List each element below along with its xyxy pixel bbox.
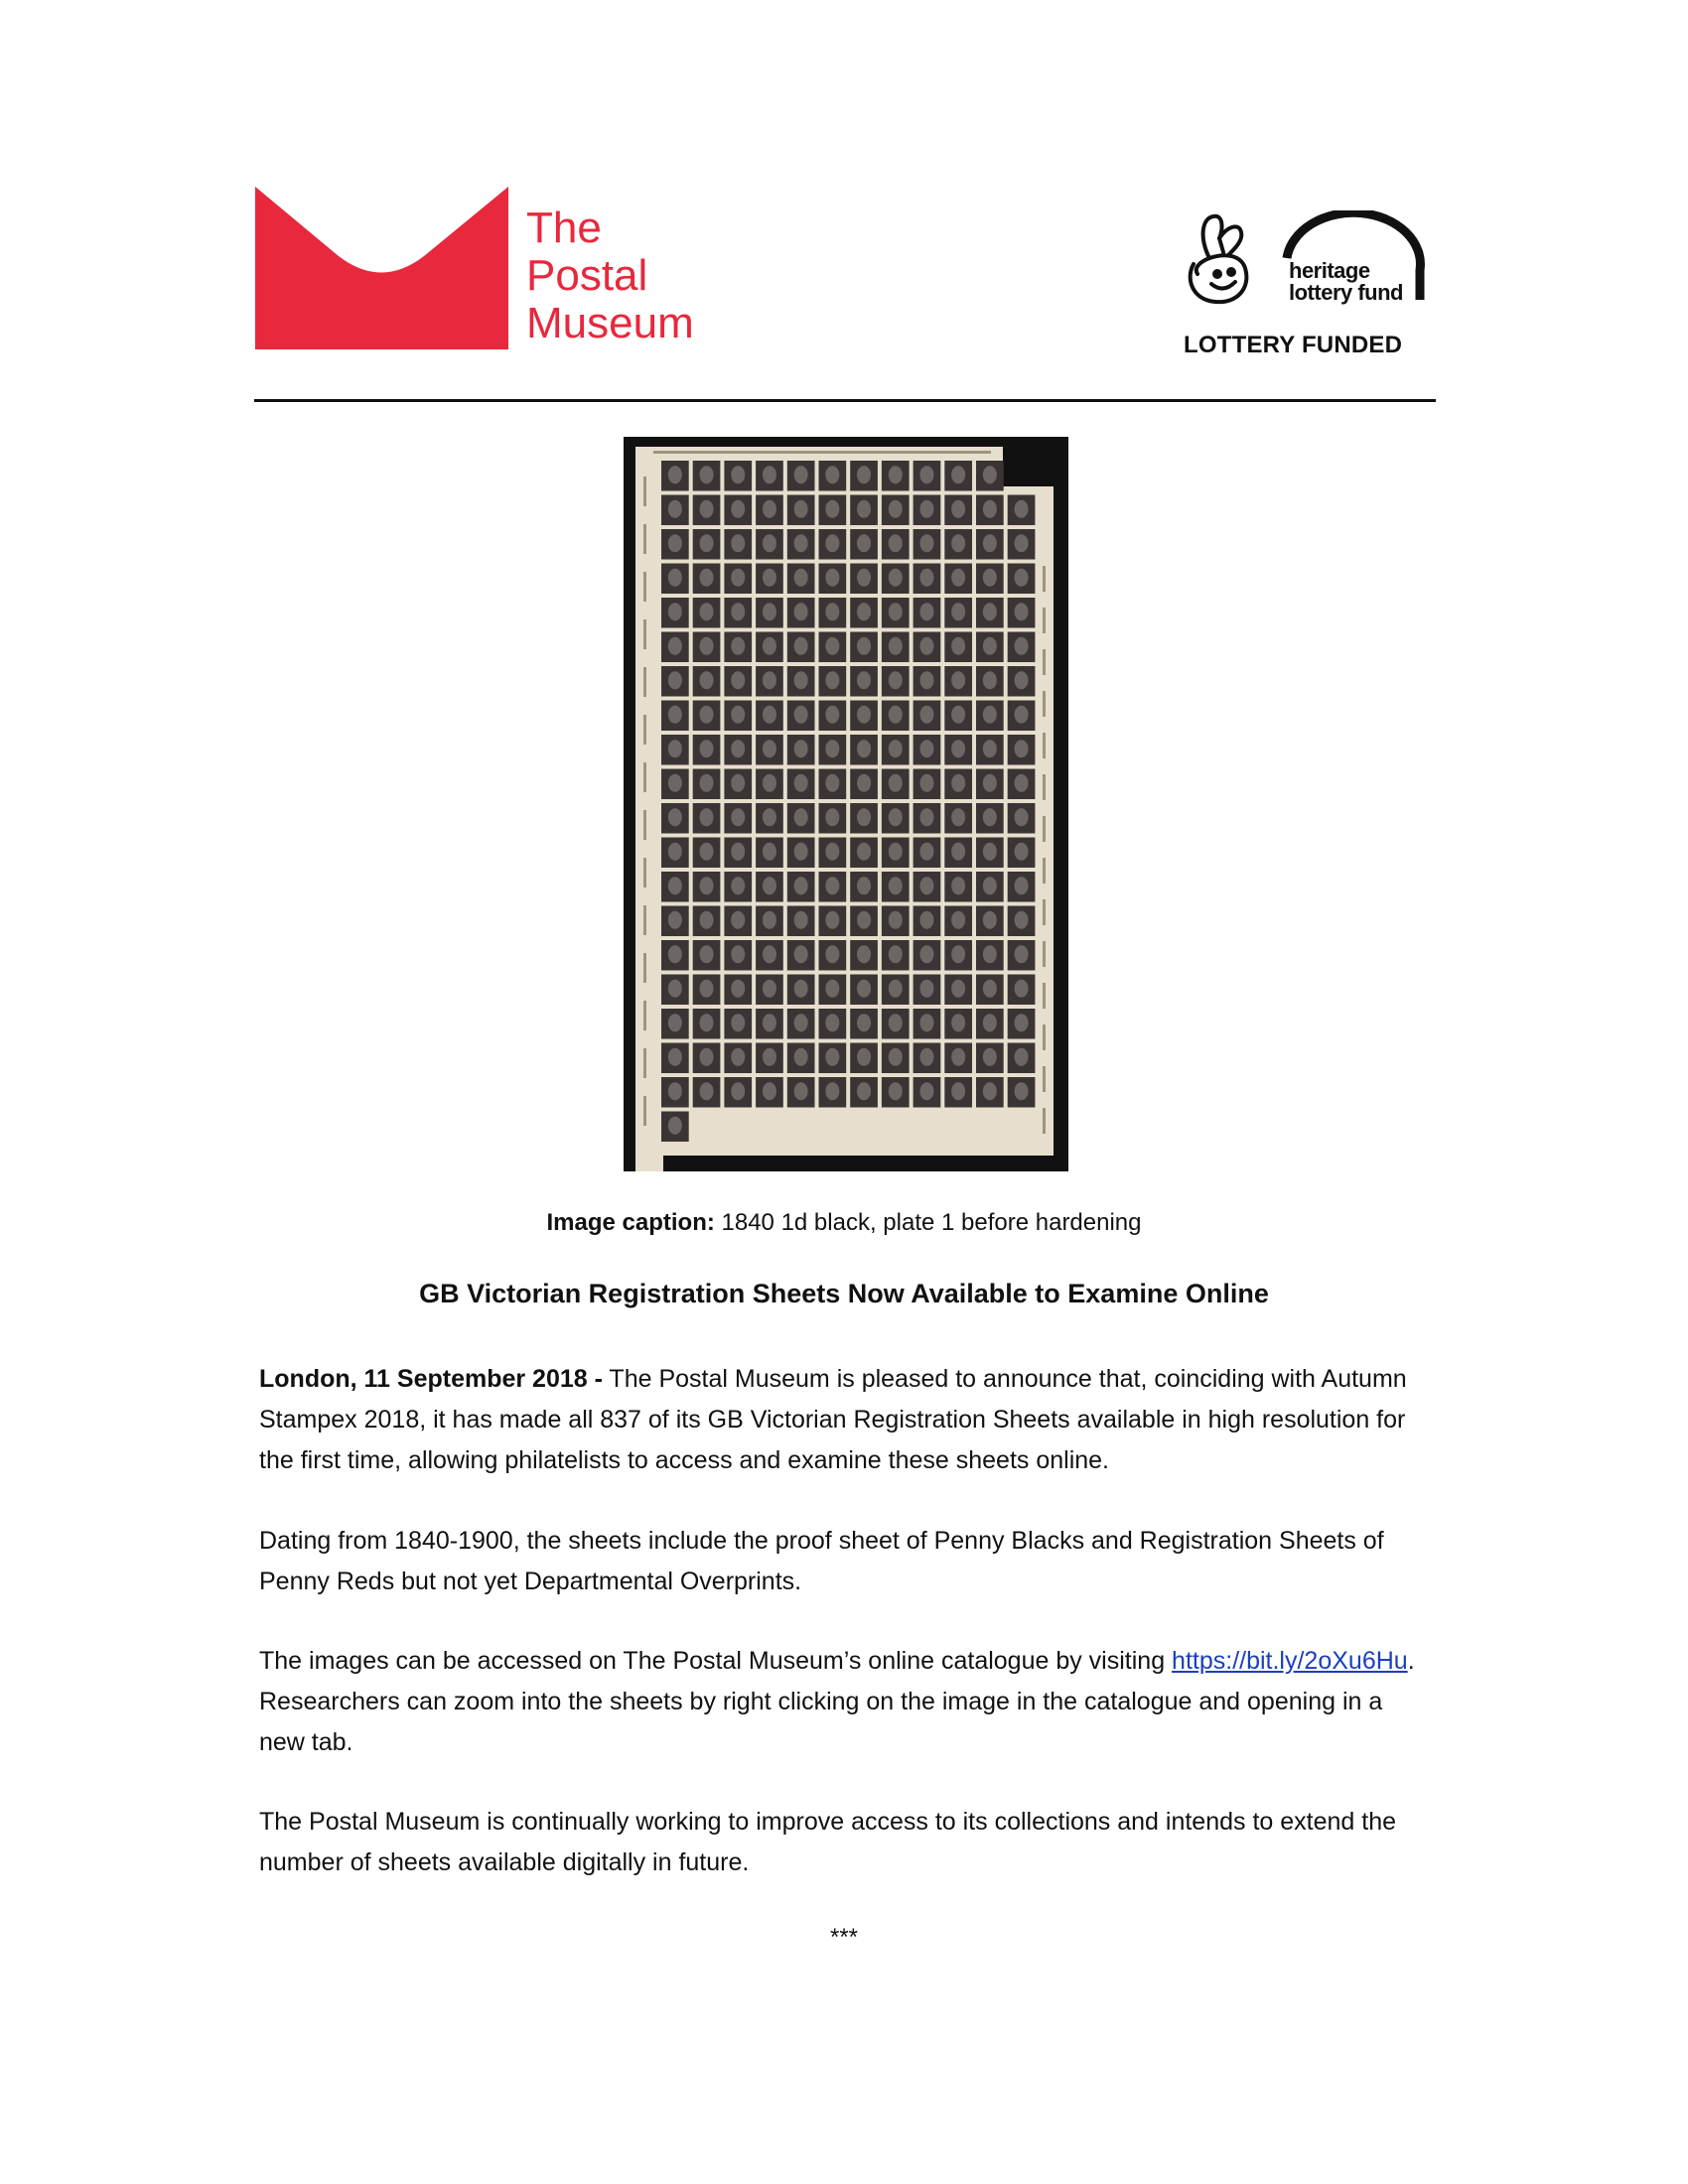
stamp-portrait xyxy=(763,500,776,518)
margin-inscription xyxy=(643,953,646,983)
stamp-portrait xyxy=(668,877,682,894)
stamp-portrait xyxy=(919,637,933,655)
stamp-portrait xyxy=(983,466,997,483)
stamp-portrait xyxy=(919,1014,933,1031)
stamp-portrait xyxy=(794,466,808,483)
stamp-portrait xyxy=(668,843,682,861)
stamp-portrait xyxy=(763,1014,776,1031)
paragraph-future: The Postal Museum is continually working to improve access to its collections and intends to extend the number of sheets available digitally in future. xyxy=(259,1808,1397,1876)
stamp-portrait xyxy=(951,1048,965,1066)
crossed-fingers-icon xyxy=(1180,208,1259,312)
stamp-portrait xyxy=(983,603,997,620)
stamp-portrait xyxy=(700,534,714,552)
end-separator: *** xyxy=(829,1924,859,1951)
stamp-portrait xyxy=(857,980,871,998)
stamp-portrait xyxy=(700,980,714,998)
stamp-portrait xyxy=(1015,911,1029,929)
stamp-portrait xyxy=(983,500,997,518)
access-text-post: . Researchers can zoom into the sheets by right clicking on the image in the catalogue and opening in a new tab. xyxy=(259,1647,1415,1756)
logo-line-museum: Museum xyxy=(526,299,694,347)
stamp-portrait xyxy=(731,774,745,792)
stamp-portrait xyxy=(1015,671,1029,689)
stamp-portrait xyxy=(919,843,933,861)
press-release-headline: GB Victorian Registration Sheets Now Available to Examine Online xyxy=(419,1279,1269,1308)
stamp-portrait xyxy=(794,945,808,963)
stamp-portrait xyxy=(857,774,871,792)
stamp-portrait xyxy=(763,603,776,620)
stamp-portrait xyxy=(731,671,745,689)
stamp-portrait xyxy=(763,671,776,689)
stamp-portrait xyxy=(794,808,808,826)
stamp-portrait xyxy=(1015,774,1029,792)
dateline: London, 11 September 2018 - xyxy=(259,1365,603,1393)
stamp-portrait xyxy=(1015,877,1029,894)
stamp-portrait xyxy=(889,706,903,724)
image-caption xyxy=(0,1209,1688,1237)
stamp-portrait xyxy=(731,637,745,655)
stamp-portrait xyxy=(700,774,714,792)
stamp-portrait xyxy=(731,740,745,757)
stamp-portrait xyxy=(763,1082,776,1100)
stamp-portrait xyxy=(794,603,808,620)
stamp-portrait xyxy=(668,774,682,792)
stamp-portrait xyxy=(825,945,839,963)
stamp-portrait xyxy=(825,569,839,587)
stamp-portrait xyxy=(889,843,903,861)
top-inscription xyxy=(653,451,991,454)
stamp-portrait xyxy=(700,877,714,894)
stamp-portrait xyxy=(951,877,965,894)
stamp-portrait xyxy=(983,945,997,963)
stamp-portrait xyxy=(668,980,682,998)
stamp-portrait xyxy=(825,774,839,792)
margin-inscription xyxy=(643,1048,646,1078)
stamp-portrait xyxy=(825,740,839,757)
stamp-portrait xyxy=(668,1048,682,1066)
stamp-portrait xyxy=(825,637,839,655)
stamp-portrait xyxy=(825,1048,839,1066)
stamp-portrait xyxy=(857,945,871,963)
stamp-portrait xyxy=(889,1014,903,1031)
margin-inscription xyxy=(643,762,646,792)
stamp-portrait xyxy=(1015,500,1029,518)
stamp-portrait xyxy=(763,877,776,894)
stamp-portrait xyxy=(763,569,776,587)
lottery-fund-text: lottery fund xyxy=(1289,280,1403,305)
stamp-portrait xyxy=(983,569,997,587)
stamp-portrait xyxy=(794,569,808,587)
stamp-portrait xyxy=(919,1082,933,1100)
stamp-portrait xyxy=(951,637,965,655)
paragraph-access xyxy=(259,1641,1431,1763)
logo-line-the: The xyxy=(526,204,602,252)
stamp-portrait xyxy=(668,466,682,483)
stamp-portrait xyxy=(919,671,933,689)
caption-text: 1840 1d black, plate 1 before hardening xyxy=(714,1209,1142,1236)
stamp-portrait xyxy=(919,911,933,929)
stamp-portrait xyxy=(983,740,997,757)
stamp-portrait xyxy=(951,1014,965,1031)
stamp-portrait xyxy=(700,706,714,724)
stamp-portrait xyxy=(763,637,776,655)
stamp-portrait xyxy=(983,706,997,724)
stamp-portrait xyxy=(983,774,997,792)
margin-inscription xyxy=(643,667,646,697)
stamp-portrait xyxy=(763,774,776,792)
stamp-portrait xyxy=(919,877,933,894)
stamp-portrait xyxy=(889,500,903,518)
stamp-portrait xyxy=(983,911,997,929)
stamp-portrait xyxy=(857,808,871,826)
stamp-portrait xyxy=(794,877,808,894)
stamp-portrait xyxy=(825,1082,839,1100)
stamp-portrait xyxy=(919,945,933,963)
margin-inscription xyxy=(643,858,646,887)
stamp-portrait xyxy=(825,500,839,518)
stamp-portrait xyxy=(1015,637,1029,655)
stamp-portrait xyxy=(857,740,871,757)
stamp-portrait xyxy=(825,843,839,861)
caption-label: Image caption: xyxy=(546,1209,715,1236)
stamp-portrait xyxy=(951,808,965,826)
stamp-portrait xyxy=(794,637,808,655)
stamp-portrait xyxy=(700,569,714,587)
penny-black-sheet-image xyxy=(624,437,1068,1171)
heritage-text: heritage xyxy=(1289,258,1370,283)
stamp-portrait xyxy=(731,466,745,483)
stamp-portrait xyxy=(983,671,997,689)
margin-inscription xyxy=(1043,899,1046,925)
stamp-portrait xyxy=(983,843,997,861)
stamp-portrait xyxy=(731,911,745,929)
stamp-portrait xyxy=(763,945,776,963)
stamp-portrait xyxy=(668,808,682,826)
header-divider xyxy=(254,399,1436,402)
stamp-portrait xyxy=(857,466,871,483)
stamp-portrait xyxy=(794,671,808,689)
stamp-portrait xyxy=(857,843,871,861)
stamp-portrait xyxy=(763,1048,776,1066)
stamp-portrait xyxy=(700,671,714,689)
stamp-portrait xyxy=(857,911,871,929)
stamp-portrait xyxy=(951,466,965,483)
stamp-portrait xyxy=(919,603,933,620)
stamp-portrait xyxy=(700,843,714,861)
postal-museum-envelope-logo xyxy=(255,187,508,349)
stamp-portrait xyxy=(919,1048,933,1066)
stamp-portrait xyxy=(668,1082,682,1100)
paragraph-dating: Dating from 1840-1900, the sheets include the proof sheet of Penny Blacks and Registration Sheets of Penny Reds but not yet Departmental Overprints. xyxy=(259,1527,1384,1595)
stamp-portrait xyxy=(857,603,871,620)
stamp-portrait xyxy=(919,569,933,587)
stamp-portrait xyxy=(794,706,808,724)
stamp-portrait xyxy=(794,911,808,929)
stamp-portrait xyxy=(857,569,871,587)
stamp-portrait xyxy=(1015,1014,1029,1031)
stamp-portrait xyxy=(857,500,871,518)
stamp-portrait xyxy=(919,774,933,792)
stamp-portrait xyxy=(731,843,745,861)
stamp-portrait xyxy=(857,706,871,724)
stamp-portrait xyxy=(794,740,808,757)
heritage-lottery-wordmark xyxy=(1289,260,1403,304)
stamp-portrait xyxy=(668,569,682,587)
margin-inscription xyxy=(1043,691,1046,717)
stamp-portrait xyxy=(857,671,871,689)
stamp-portrait xyxy=(1015,534,1029,552)
margin-inscription xyxy=(643,905,646,935)
stamp-portrait xyxy=(825,1014,839,1031)
stamp-portrait xyxy=(668,1014,682,1031)
stamp-portrait xyxy=(889,945,903,963)
stamp-portrait xyxy=(889,808,903,826)
stamp-portrait xyxy=(668,603,682,620)
stamp-portrait xyxy=(1015,569,1029,587)
margin-inscription xyxy=(1043,858,1046,884)
stamp-portrait xyxy=(919,706,933,724)
stamp-portrait xyxy=(700,1014,714,1031)
stamp-portrait xyxy=(1015,808,1029,826)
stamp-portrait xyxy=(857,1082,871,1100)
stamp-portrait xyxy=(731,1048,745,1066)
stamp-portrait xyxy=(700,603,714,620)
stamp-portrait xyxy=(951,774,965,792)
stamp-portrait xyxy=(983,1082,997,1100)
stamp-portrait xyxy=(983,980,997,998)
margin-inscription xyxy=(643,477,646,506)
stamp-portrait xyxy=(794,843,808,861)
stamp-portrait xyxy=(731,706,745,724)
stamp-portrait xyxy=(794,1014,808,1031)
stamp-portrait xyxy=(951,671,965,689)
stamp-portrait xyxy=(668,1117,682,1135)
stamp-portrait xyxy=(951,740,965,757)
stamp-portrait xyxy=(857,1014,871,1031)
stamp-portrait xyxy=(731,980,745,998)
stamp-portrait xyxy=(1015,945,1029,963)
margin-inscription xyxy=(1043,774,1046,800)
stamp-portrait xyxy=(700,637,714,655)
stamp-portrait xyxy=(889,877,903,894)
stamp-portrait xyxy=(700,1048,714,1066)
stamp-portrait xyxy=(889,1082,903,1100)
stamp-portrait xyxy=(919,740,933,757)
stamp-portrait xyxy=(889,671,903,689)
stamp-portrait xyxy=(919,808,933,826)
stamp-portrait xyxy=(731,808,745,826)
margin-inscription xyxy=(643,1001,646,1030)
stamp-portrait xyxy=(763,466,776,483)
stamp-portrait xyxy=(889,740,903,757)
stamp-portrait xyxy=(889,980,903,998)
stamp-portrait xyxy=(731,569,745,587)
stamp-portrait xyxy=(700,500,714,518)
stamp-portrait xyxy=(731,945,745,963)
stamp-portrait xyxy=(983,808,997,826)
stamp-portrait xyxy=(983,877,997,894)
stamp-portrait xyxy=(731,1082,745,1100)
stamp-portrait xyxy=(1015,740,1029,757)
stamp-portrait xyxy=(889,569,903,587)
stamp-portrait xyxy=(825,980,839,998)
stamp-portrait xyxy=(857,534,871,552)
stamp-portrait xyxy=(825,603,839,620)
paragraph-intro xyxy=(259,1359,1431,1481)
stamp-portrait xyxy=(825,808,839,826)
stamp-portrait xyxy=(825,466,839,483)
stamp-portrait xyxy=(889,911,903,929)
stamp-portrait xyxy=(731,534,745,552)
margin-inscription xyxy=(1043,649,1046,675)
stamp-portrait xyxy=(919,466,933,483)
stamp-portrait xyxy=(794,774,808,792)
stamp-portrait xyxy=(668,740,682,757)
stamp-portrait xyxy=(763,534,776,552)
stamp-portrait xyxy=(919,980,933,998)
stamp-portrait xyxy=(700,808,714,826)
stamp-portrait xyxy=(951,500,965,518)
margin-inscription xyxy=(643,810,646,840)
stamp-portrait xyxy=(763,980,776,998)
margin-inscription xyxy=(1043,1024,1046,1050)
margin-inscription xyxy=(1043,1066,1046,1092)
stamp-portrait xyxy=(668,671,682,689)
margin-inscription xyxy=(1043,983,1046,1009)
stamp-portrait xyxy=(1015,980,1029,998)
catalogue-link[interactable]: https://bit.ly/2oXu6Hu xyxy=(1172,1647,1408,1675)
stamp-portrait xyxy=(763,740,776,757)
stamp-portrait xyxy=(763,808,776,826)
stamp-portrait xyxy=(763,706,776,724)
stamp-portrait xyxy=(794,500,808,518)
stamp-portrait xyxy=(700,1082,714,1100)
stamp-portrait xyxy=(700,945,714,963)
stamp-portrait xyxy=(983,1048,997,1066)
stamp-portrait xyxy=(794,1082,808,1100)
stamp-portrait xyxy=(983,1014,997,1031)
stamp-portrait xyxy=(794,980,808,998)
stamp-portrait xyxy=(700,740,714,757)
margin-inscription xyxy=(643,1096,646,1126)
stamp-portrait xyxy=(1015,843,1029,861)
stamp-portrait xyxy=(731,877,745,894)
stamp-portrait xyxy=(1015,706,1029,724)
stamp-portrait xyxy=(794,534,808,552)
margin-inscription xyxy=(1043,816,1046,842)
stamp-portrait xyxy=(825,706,839,724)
stamp-portrait xyxy=(951,1082,965,1100)
stamp-portrait xyxy=(668,500,682,518)
stamp-portrait xyxy=(889,637,903,655)
stamp-portrait xyxy=(700,466,714,483)
stamp-portrait xyxy=(794,1048,808,1066)
stamp-portrait xyxy=(951,534,965,552)
postal-museum-wordmark xyxy=(526,205,694,347)
stamp-portrait xyxy=(951,603,965,620)
stamp-portrait xyxy=(889,466,903,483)
stamp-portrait xyxy=(668,534,682,552)
stamp-portrait xyxy=(1015,1048,1029,1066)
margin-inscription xyxy=(1043,566,1046,592)
margin-inscription xyxy=(1043,941,1046,967)
stamp-portrait xyxy=(668,945,682,963)
stamp-portrait xyxy=(983,534,997,552)
stamp-portrait xyxy=(889,1048,903,1066)
margin-inscription xyxy=(643,715,646,745)
margin-inscription xyxy=(1043,733,1046,758)
stamp-portrait xyxy=(825,671,839,689)
stamp-portrait xyxy=(919,500,933,518)
margin-inscription xyxy=(1043,1108,1046,1134)
stamp-portrait xyxy=(825,534,839,552)
stamp-portrait xyxy=(668,706,682,724)
stamp-portrait xyxy=(731,603,745,620)
stamp-portrait xyxy=(857,1048,871,1066)
stamp-portrait xyxy=(668,911,682,929)
stamp-portrait xyxy=(889,603,903,620)
stamp-portrait xyxy=(951,911,965,929)
stamp-portrait xyxy=(731,500,745,518)
stamp-portrait xyxy=(763,843,776,861)
stamp-portrait xyxy=(668,637,682,655)
margin-inscription xyxy=(643,619,646,649)
stamp-portrait xyxy=(1015,1082,1029,1100)
stamp-portrait xyxy=(825,877,839,894)
stamp-portrait xyxy=(857,637,871,655)
stamp-portrait xyxy=(825,911,839,929)
stamp-portrait xyxy=(889,534,903,552)
intro-text: The Postal Museum is pleased to announce that, coinciding with Autumn Stampex 2018, it has made all 837 of its GB Victorian Registration Sheets available in high resolution for the first time, allowing philatelists to access and examine these sheets online. xyxy=(259,1365,1407,1474)
stamp-portrait xyxy=(951,843,965,861)
stamp-portrait xyxy=(889,774,903,792)
logo-line-postal: Postal xyxy=(526,251,648,300)
stamp-portrait xyxy=(700,911,714,929)
stamp-portrait xyxy=(731,1014,745,1031)
stamp-portrait xyxy=(951,706,965,724)
stamp-portrait xyxy=(1015,603,1029,620)
stamp-portrait xyxy=(983,637,997,655)
stamp-portrait xyxy=(951,980,965,998)
stamp-portrait xyxy=(951,569,965,587)
stamp-portrait xyxy=(763,911,776,929)
margin-inscription xyxy=(643,524,646,554)
margin-inscription xyxy=(643,572,646,602)
lottery-funded-label: LOTTERY FUNDED xyxy=(1184,332,1403,358)
margin-inscription xyxy=(1043,608,1046,633)
stamp-portrait xyxy=(951,945,965,963)
access-text-pre: The images can be accessed on The Postal Museum’s online catalogue by visiting xyxy=(259,1647,1173,1675)
stamp-portrait xyxy=(857,877,871,894)
stamp-portrait xyxy=(919,534,933,552)
